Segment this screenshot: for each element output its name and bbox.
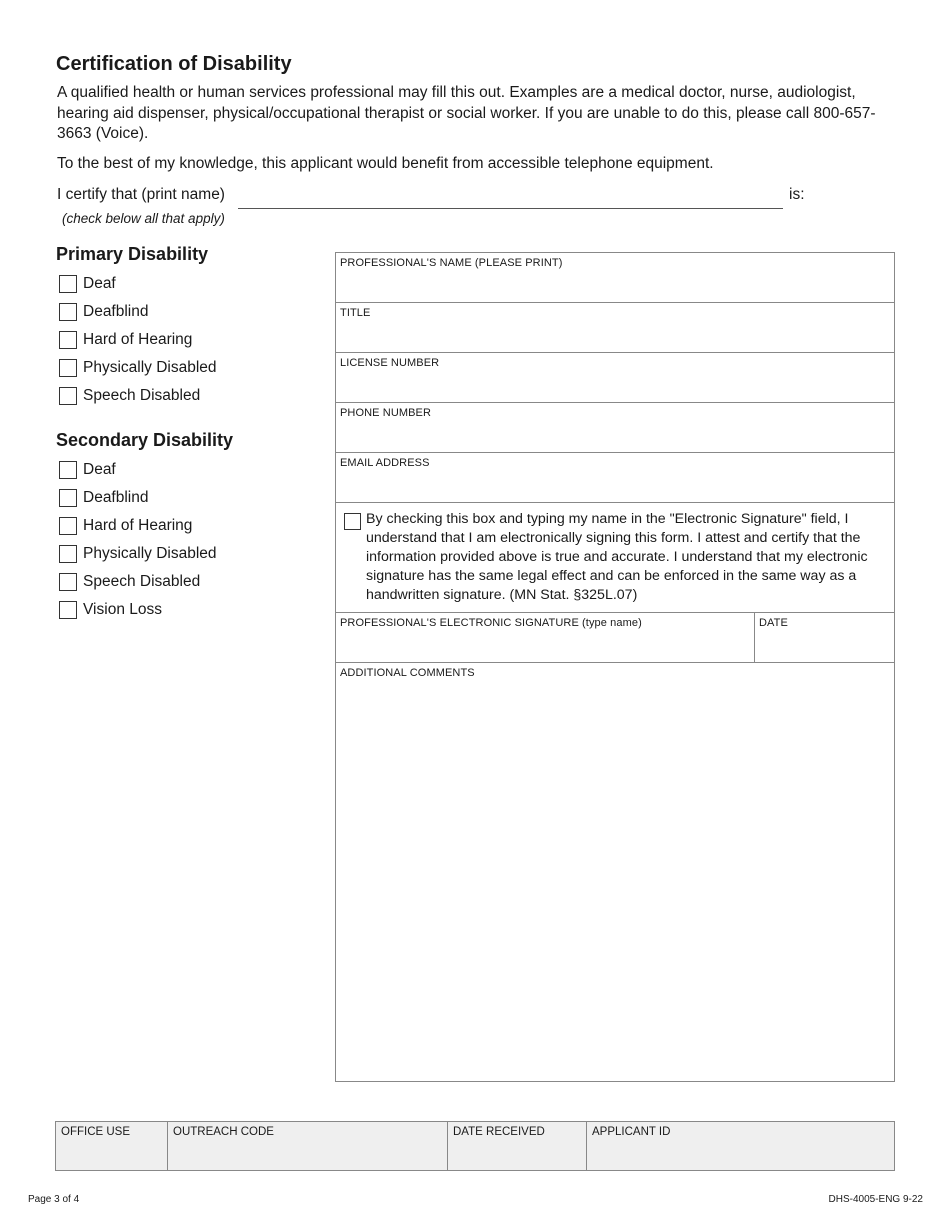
certify-label: I certify that (print name)	[57, 186, 225, 203]
checkbox-label: Vision Loss	[83, 601, 162, 618]
professional-name-field	[336, 253, 894, 303]
phone-number-field	[336, 403, 894, 453]
primary-checkbox-physically-disabled[interactable]	[59, 354, 217, 382]
checkbox[interactable]	[59, 489, 77, 507]
professional-name-input[interactable]	[340, 276, 890, 298]
date-input[interactable]	[759, 636, 890, 658]
primary-checkbox-deaf[interactable]	[59, 270, 217, 298]
primary-checkbox-speech-disabled[interactable]	[59, 382, 217, 410]
field-label: PHONE NUMBER	[340, 407, 432, 419]
title-input[interactable]	[340, 326, 890, 348]
checkbox[interactable]	[59, 545, 77, 563]
attestation-checkbox[interactable]	[344, 513, 361, 530]
checkbox-label: Hard of Hearing	[83, 517, 193, 534]
attestation-text: By checking this box and typing my name in the "Electronic Signature" field, I understand that I am electronically signing this form. I attest and certify that the information provided above is true and accurate. I understand that my electronic signature has the same legal effect and can be enforced in the same way as a handwritten signature. (MN Stat. §325L.07)	[366, 511, 868, 603]
date-received-cell: DATE RECEIVED	[448, 1122, 587, 1170]
checkbox[interactable]	[59, 387, 77, 405]
field-label: PROFESSIONAL'S ELECTRONIC SIGNATURE (type name)	[340, 617, 642, 629]
checkbox-label: Hard of Hearing	[83, 331, 193, 348]
secondary-checkbox-deaf[interactable]	[59, 456, 217, 484]
checkbox[interactable]	[59, 517, 77, 535]
secondary-disability-heading: Secondary Disability	[56, 430, 234, 450]
checkbox-label: Deaf	[83, 275, 116, 292]
secondary-checkbox-physically-disabled[interactable]	[59, 540, 217, 568]
intro-paragraph: A qualified health or human services professional may fill this out. Examples are a medical doctor, nurse, audiologist, hearing aid dispenser, physical/occupational therapist or social worker. If you are unable to do this, please call 800-657-3663 (Voice).	[57, 84, 876, 142]
page-number: Page 3 of 4	[28, 1194, 80, 1205]
email-address-field	[336, 453, 894, 503]
license-number-input[interactable]	[340, 376, 890, 398]
primary-disability-list	[59, 270, 217, 410]
checkbox[interactable]	[59, 573, 77, 591]
benefit-statement: To the best of my knowledge, this applicant would benefit from accessible telephone equipment.	[57, 155, 714, 172]
checkbox-label: Speech Disabled	[83, 387, 201, 404]
field-label: EMAIL ADDRESS	[340, 457, 430, 469]
date-field	[755, 613, 894, 662]
signature-input[interactable]	[340, 636, 750, 658]
check-all-note: (check below all that apply)	[62, 211, 225, 226]
field-label: TITLE	[340, 307, 371, 319]
license-number-field	[336, 353, 894, 403]
checkbox-label: Deaf	[83, 461, 116, 478]
title-field	[336, 303, 894, 353]
checkbox-label: Physically Disabled	[83, 545, 217, 562]
secondary-checkbox-hard-of-hearing[interactable]	[59, 512, 217, 540]
additional-comments-field	[336, 663, 894, 1081]
signature-row	[336, 613, 894, 663]
page-title: Certification of Disability	[56, 53, 292, 75]
checkbox[interactable]	[59, 461, 77, 479]
secondary-checkbox-vision-loss[interactable]	[59, 596, 217, 624]
secondary-checkbox-speech-disabled[interactable]	[59, 568, 217, 596]
form-id: DHS-4005-ENG 9-22	[828, 1194, 923, 1205]
signature-field	[336, 613, 755, 662]
field-label: LICENSE NUMBER	[340, 357, 440, 369]
attestation-section	[336, 503, 894, 613]
office-use-cell: OFFICE USE	[56, 1122, 168, 1170]
professional-form	[335, 252, 895, 1082]
email-address-input[interactable]	[340, 476, 890, 498]
certify-suffix: is:	[789, 186, 805, 203]
primary-checkbox-deafblind[interactable]	[59, 298, 217, 326]
office-use-bar	[55, 1121, 895, 1171]
checkbox-label: Physically Disabled	[83, 359, 217, 376]
certify-name-input[interactable]	[238, 186, 783, 209]
checkbox[interactable]	[59, 601, 77, 619]
phone-number-input[interactable]	[340, 426, 890, 448]
field-label: DATE	[759, 617, 788, 629]
primary-checkbox-hard-of-hearing[interactable]	[59, 326, 217, 354]
checkbox[interactable]	[59, 275, 77, 293]
checkbox[interactable]	[59, 303, 77, 321]
additional-comments-input[interactable]	[340, 685, 890, 1077]
applicant-id-cell: APPLICANT ID	[592, 1126, 671, 1138]
outreach-code-cell: OUTREACH CODE	[168, 1122, 448, 1170]
field-label: PROFESSIONAL'S NAME (PLEASE PRINT)	[340, 257, 563, 269]
checkbox-label: Speech Disabled	[83, 573, 201, 590]
checkbox-label: Deafblind	[83, 489, 149, 506]
checkbox[interactable]	[59, 331, 77, 349]
secondary-checkbox-deafblind[interactable]	[59, 484, 217, 512]
checkbox-label: Deafblind	[83, 303, 149, 320]
primary-disability-heading: Primary Disability	[56, 244, 209, 264]
secondary-disability-list	[59, 456, 217, 624]
checkbox[interactable]	[59, 359, 77, 377]
field-label: ADDITIONAL COMMENTS	[340, 667, 475, 679]
